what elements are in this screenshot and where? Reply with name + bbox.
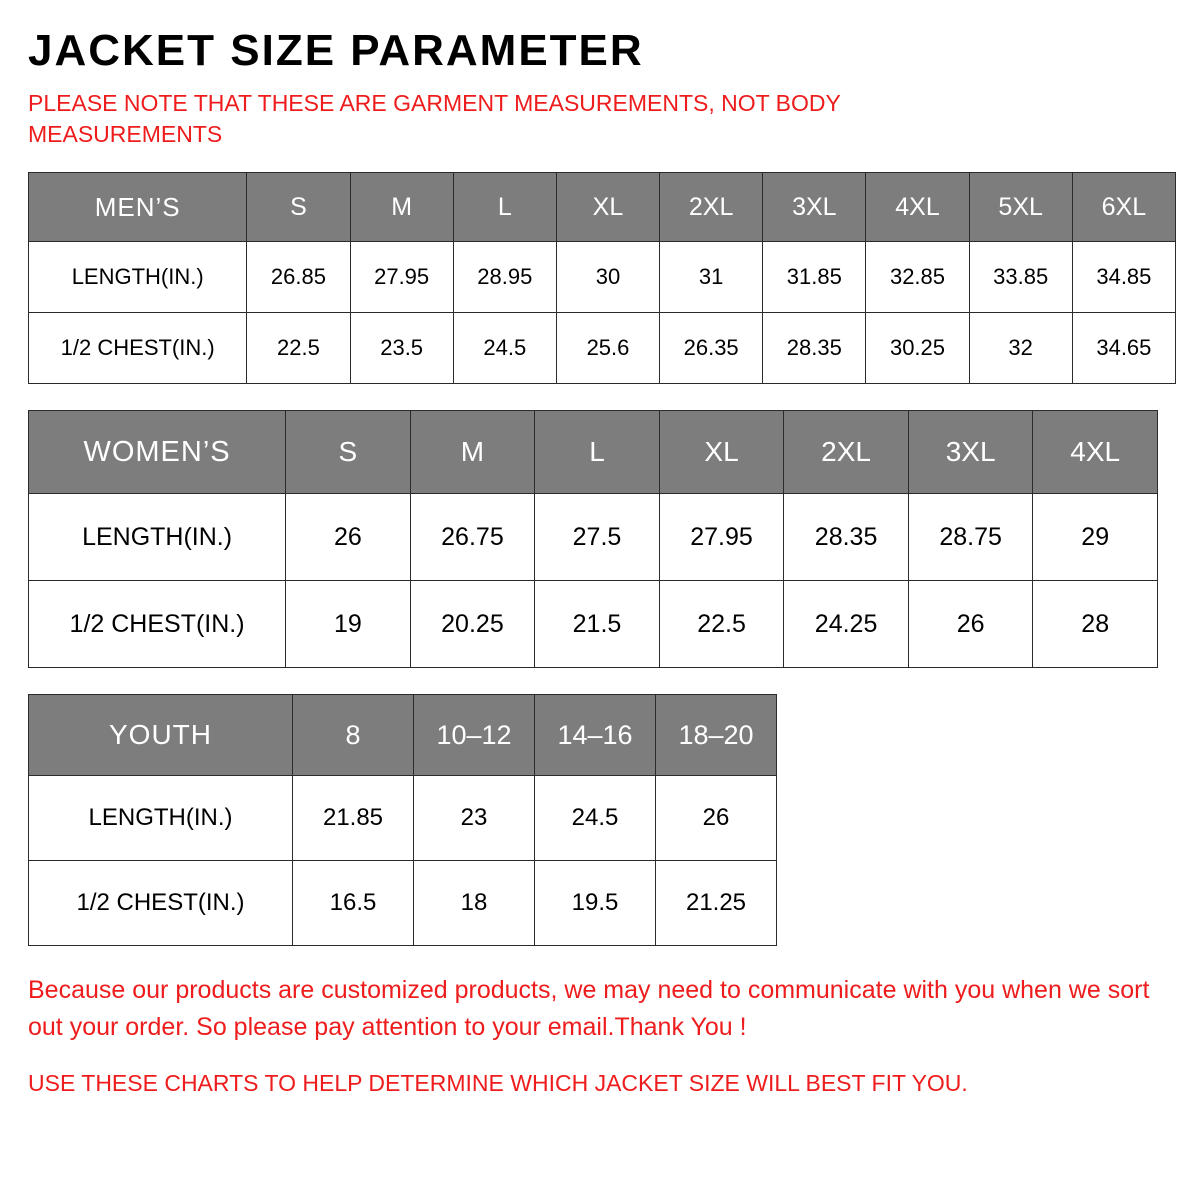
usage-note: USE THESE CHARTS TO HELP DETERMINE WHICH JACKET SIZE WILL BEST FIT YOU. [28, 1069, 968, 1096]
header-cell: 14–16 [535, 695, 656, 776]
table-cell: 28.35 [763, 313, 866, 384]
header-cell: XL [659, 411, 784, 494]
customization-note: Because our products are customized products, we may need to communicate with you when we sort out your order. So please pay attention to your email.Thank You ! [28, 976, 1150, 1041]
table-row [29, 494, 1158, 581]
table-row [29, 861, 777, 946]
table-cell: 26 [286, 494, 411, 581]
table-cell: 27.5 [535, 494, 660, 581]
header-cell: 2XL [784, 411, 909, 494]
table-cell: 26.85 [247, 242, 350, 313]
table-cell: 30.25 [866, 313, 969, 384]
page-title: JACKET SIZE PARAMETER [28, 26, 644, 75]
table-cell: 31.85 [763, 242, 866, 313]
header-cell: S [247, 173, 350, 242]
table-cell: 34.65 [1072, 313, 1175, 384]
table-cell: 18 [414, 861, 535, 946]
header-cell: 3XL [908, 411, 1033, 494]
table-header-row [29, 695, 777, 776]
table-cell: 21.85 [293, 776, 414, 861]
table-cell: 24.5 [453, 313, 556, 384]
header-cell: 2XL [660, 173, 763, 242]
table-header-row [29, 411, 1158, 494]
table-cell: 23 [414, 776, 535, 861]
table-row [29, 776, 777, 861]
table-cell: 22.5 [247, 313, 350, 384]
table-cell: 28.75 [908, 494, 1033, 581]
header-cell: YOUTH [29, 695, 293, 776]
table-cell: 22.5 [659, 581, 784, 668]
table-cell: 31 [660, 242, 763, 313]
table-cell: 19.5 [535, 861, 656, 946]
header-cell: S [286, 411, 411, 494]
header-cell: 4XL [1033, 411, 1158, 494]
table-cell: 28.95 [453, 242, 556, 313]
header-cell: L [453, 173, 556, 242]
header-cell: M [350, 173, 453, 242]
header-cell: 3XL [763, 173, 866, 242]
table-cell: 34.85 [1072, 242, 1175, 313]
table-cell: 26.75 [410, 494, 535, 581]
row-label: LENGTH(IN.) [29, 776, 293, 861]
table-cell: 27.95 [350, 242, 453, 313]
header-cell: 6XL [1072, 173, 1175, 242]
top-note: PLEASE NOTE THAT THESE ARE GARMENT MEASUREMENTS, NOT BODY MEASUREMENTS [28, 90, 841, 148]
header-cell: 5XL [969, 173, 1072, 242]
row-label: LENGTH(IN.) [29, 242, 247, 313]
header-cell: 18–20 [656, 695, 777, 776]
table-cell: 28.35 [784, 494, 909, 581]
table-cell: 33.85 [969, 242, 1072, 313]
table-cell: 24.5 [535, 776, 656, 861]
table-cell: 32.85 [866, 242, 969, 313]
table-cell: 29 [1033, 494, 1158, 581]
table-cell: 20.25 [410, 581, 535, 668]
header-cell: WOMEN’S [29, 411, 286, 494]
table-cell: 26.35 [660, 313, 763, 384]
mens-size-table [28, 172, 1176, 384]
table-cell: 28 [1033, 581, 1158, 668]
table-cell: 21.5 [535, 581, 660, 668]
header-cell: XL [556, 173, 659, 242]
row-label: 1/2 CHEST(IN.) [29, 313, 247, 384]
table-row [29, 581, 1158, 668]
table-cell: 23.5 [350, 313, 453, 384]
table-cell: 24.25 [784, 581, 909, 668]
header-cell: 10–12 [414, 695, 535, 776]
table-cell: 19 [286, 581, 411, 668]
row-label: 1/2 CHEST(IN.) [29, 581, 286, 668]
table-cell: 26 [656, 776, 777, 861]
table-row [29, 313, 1176, 384]
youth-size-table [28, 694, 777, 946]
header-cell: 8 [293, 695, 414, 776]
table-cell: 26 [908, 581, 1033, 668]
row-label: 1/2 CHEST(IN.) [29, 861, 293, 946]
table-cell: 16.5 [293, 861, 414, 946]
table-cell: 32 [969, 313, 1072, 384]
table-cell: 21.25 [656, 861, 777, 946]
table-row [29, 242, 1176, 313]
header-cell: L [535, 411, 660, 494]
row-label: LENGTH(IN.) [29, 494, 286, 581]
womens-size-table [28, 410, 1158, 668]
header-cell: M [410, 411, 535, 494]
table-cell: 27.95 [659, 494, 784, 581]
header-cell: MEN’S [29, 173, 247, 242]
table-header-row [29, 173, 1176, 242]
header-cell: 4XL [866, 173, 969, 242]
table-cell: 25.6 [556, 313, 659, 384]
table-cell: 30 [556, 242, 659, 313]
